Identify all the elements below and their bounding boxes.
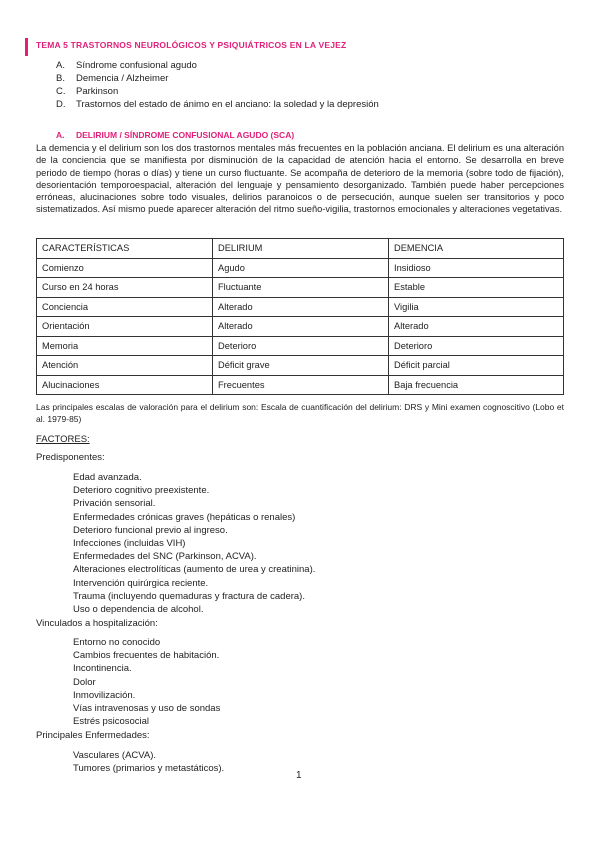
list-item: Infecciones (incluidas VIH) xyxy=(73,538,186,550)
topic-text: Parkinson xyxy=(76,86,119,97)
table-cell: Alucinaciones xyxy=(37,375,213,395)
table-header-row xyxy=(37,239,564,259)
topic-letter: D. xyxy=(56,99,66,110)
table-cell: Memoria xyxy=(37,336,213,356)
list-item: Enfermedades del SNC (Parkinson, ACVA). xyxy=(73,551,257,563)
hospitalizacion-list xyxy=(73,636,220,728)
enfermedades-list xyxy=(73,749,224,775)
page-number: 1 xyxy=(296,770,302,781)
list-item: Deterioro funcional previo al ingreso. xyxy=(73,524,228,536)
topic-text: Demencia / Alzheimer xyxy=(76,73,169,84)
list-item: Enfermedades crónicas graves (hepáticas o renales) xyxy=(73,511,296,523)
table-header-cell: DELIRIUM xyxy=(213,239,389,259)
topic-item xyxy=(56,59,379,72)
list-item: Dolor xyxy=(73,676,96,688)
enfermedades-label: Principales Enfermedades: xyxy=(36,730,150,741)
table-cell: Insidioso xyxy=(389,258,564,278)
table-cell: Frecuentes xyxy=(213,375,389,395)
list-item: Estrés psicosocial xyxy=(73,716,150,728)
table-row xyxy=(37,336,564,356)
table-cell: Agudo xyxy=(213,258,389,278)
list-item: Incontinencia. xyxy=(73,663,132,675)
list-item: Uso o dependencia de alcohol. xyxy=(73,604,204,616)
section-heading xyxy=(56,130,294,140)
topic-letter: C. xyxy=(56,86,66,97)
table-cell: Orientación xyxy=(37,317,213,337)
comparison-table xyxy=(36,238,564,395)
topic-text: Síndrome confusional agudo xyxy=(76,60,197,71)
table-cell: Conciencia xyxy=(37,297,213,317)
table-cell: Déficit parcial xyxy=(389,356,564,376)
predisponentes-list xyxy=(73,471,315,616)
topic-list xyxy=(56,59,379,111)
table-row xyxy=(37,317,564,337)
page-title: TEMA 5 TRASTORNOS NEUROLÓGICOS Y PSIQUIÁTRICOS EN LA VEJEZ xyxy=(36,40,347,50)
list-item: Edad avanzada. xyxy=(73,472,142,483)
topic-text: Trastornos del estado de ánimo en el anciano: la soledad y la depresión xyxy=(76,99,379,110)
list-item: Intervención quirúrgica reciente. xyxy=(73,577,209,589)
scales-note: Las principales escalas de valoración para el delirium son: Escala de cuantificación del delirium: DRS y Mini examen cognoscitivo (Lobo et al. 1979-85) xyxy=(36,402,564,424)
table-cell: Curso en 24 horas xyxy=(37,278,213,298)
list-item: Trauma (incluyendo quemaduras y fractura de cadera). xyxy=(73,590,305,602)
section-title: DELIRIUM / SÍNDROME CONFUSIONAL AGUDO (SCA) xyxy=(76,130,295,140)
predisponentes-label: Predisponentes: xyxy=(36,452,105,463)
table-cell: Deterioro xyxy=(213,336,389,356)
topic-item xyxy=(56,85,379,98)
list-item: Alteraciones electrolíticas (aumento de urea y creatinina). xyxy=(73,564,316,576)
table-cell: Vigilia xyxy=(389,297,564,317)
table-row xyxy=(37,375,564,395)
list-item: Vías intravenosas y uso de sondas xyxy=(73,703,221,715)
title-accent-bar xyxy=(25,38,28,56)
list-item: Entorno no conocido xyxy=(73,637,161,648)
list-item: Vasculares (ACVA). xyxy=(73,750,157,761)
table-row xyxy=(37,278,564,298)
table-cell: Alterado xyxy=(213,297,389,317)
table-row xyxy=(37,356,564,376)
topic-letter: A. xyxy=(56,60,65,71)
table-cell: Déficit grave xyxy=(213,356,389,376)
factores-heading: FACTORES: xyxy=(36,434,90,445)
table-cell: Alterado xyxy=(389,317,564,337)
topic-letter: B. xyxy=(56,73,65,84)
list-item: Inmovilización. xyxy=(73,689,136,701)
hospitalizacion-label: Vinculados a hospitalización: xyxy=(36,618,158,629)
table-header-cell: DEMENCIA xyxy=(389,239,564,259)
topic-item xyxy=(56,98,379,111)
list-item: Privación sensorial. xyxy=(73,498,156,510)
table-cell: Deterioro xyxy=(389,336,564,356)
intro-paragraph: La demencia y el delirium son los dos trastornos mentales más frecuentes en la población anciana. El delirium es una alteración de la conciencia que se manifiesta por disminución de la capacidad de atención hacia el entorno. Se desarrolla en breve periodo de tiempo (horas o días) y tiene un curso fluctuante. Se acompaña de deterioro de la memoria (sobre todo de fijación), desorientación temporoespacial, alteración del lenguaje y pensamiento desorganizado. También puede haber percepciones erróneas, alucinaciones sobre todo visuales, delirios paranoicos o de persecución, aunque suelen ser transitorios y poco sistematizados. Así mismo puede aparecer alteración del ritmo sueño-vigilia, trastornos emocionales y alteraciones vegetativas. xyxy=(36,143,564,215)
table-cell: Fluctuante xyxy=(213,278,389,298)
table-cell: Baja frecuencia xyxy=(389,375,564,395)
list-item: Tumores (primarios y metastáticos). xyxy=(73,763,225,775)
table-cell: Atención xyxy=(37,356,213,376)
table-cell: Estable xyxy=(389,278,564,298)
table-row xyxy=(37,258,564,278)
section-letter: A. xyxy=(56,130,65,140)
list-item: Deterioro cognitivo preexistente. xyxy=(73,485,210,497)
table-header-cell: CARACTERÍSTICAS xyxy=(37,239,213,259)
table-cell: Comienzo xyxy=(37,258,213,278)
table-row xyxy=(37,297,564,317)
topic-item xyxy=(56,72,379,85)
table-cell: Alterado xyxy=(213,317,389,337)
list-item: Cambios frecuentes de habitación. xyxy=(73,650,220,662)
